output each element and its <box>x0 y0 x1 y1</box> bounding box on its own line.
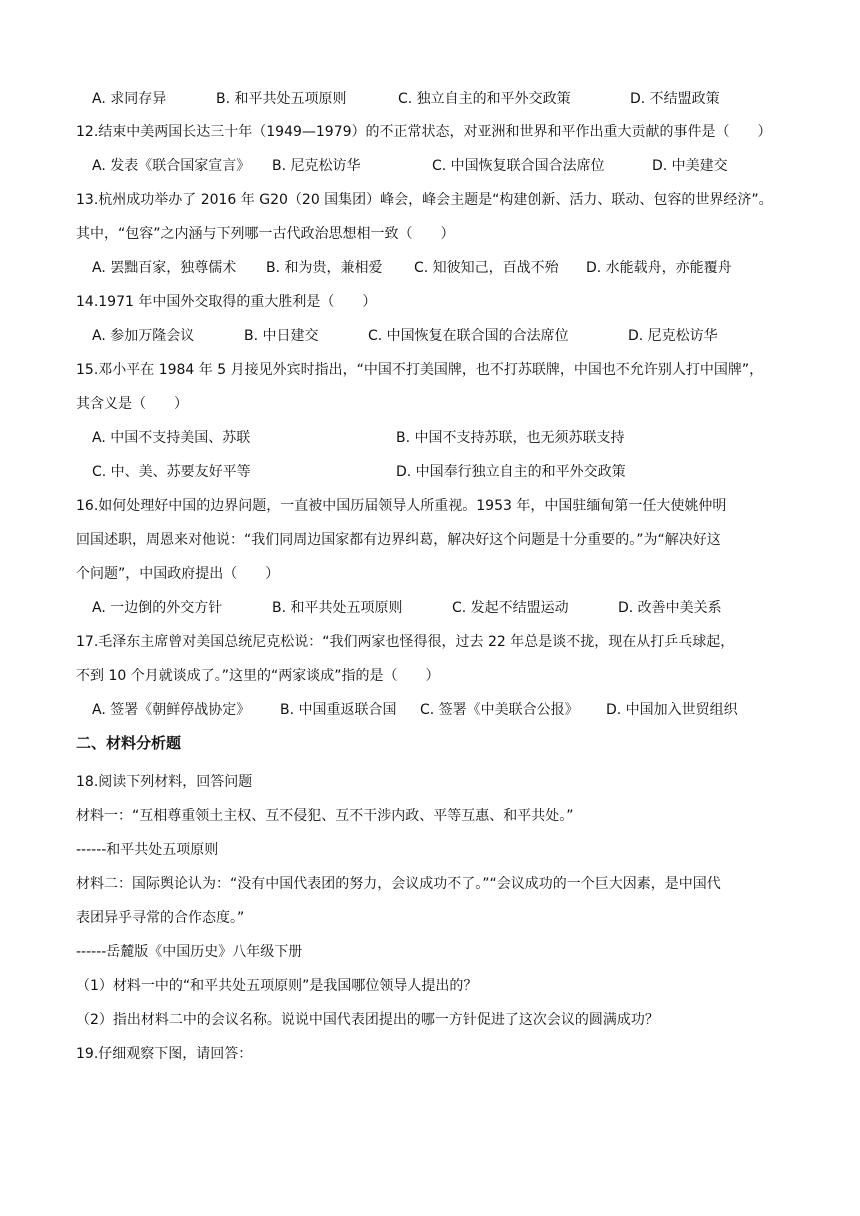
q18-sub-question-1: （1）材料一中的“和平共处五项原则”是我国哪位领导人提出的？ <box>76 978 478 994</box>
q18-material-2-source: ------岳麓版《中国历史》八年级下册 <box>76 944 303 960</box>
q14-option-b[interactable]: B. 中日建交 <box>244 328 319 344</box>
q16-option-c[interactable]: C. 发起不结盟运动 <box>452 600 569 616</box>
q13-stem-line2: 其中，“包容”之内涵与下列哪一古代政治思想相一致（ ） <box>76 226 455 242</box>
q14-option-a[interactable]: A. 参加万隆会议 <box>92 328 195 344</box>
q18-material-2-line1: 材料二：国际舆论认为：“没有中国代表团的努力，会议成功不了。”“会议成功的一个巨大因素，是中国代 <box>76 876 721 892</box>
q15-option-c[interactable]: C. 中、美、苏要友好平等 <box>92 464 251 480</box>
q15-option-a[interactable]: A. 中国不支持美国、苏联 <box>92 430 251 446</box>
q12-option-d[interactable]: D. 中美建交 <box>652 158 728 174</box>
q11-option-a[interactable]: A. 求同存异 <box>92 91 167 107</box>
q18-material-1-source: ------和平共处五项原则 <box>76 842 219 858</box>
q16-option-a[interactable]: A. 一边倒的外交方针 <box>92 600 223 616</box>
q16-stem-line3: 个问题”，中国政府提出（ ） <box>76 566 280 582</box>
q15-option-b[interactable]: B. 中国不支持苏联，也无须苏联支持 <box>396 430 625 446</box>
q13-stem-line1: 13.杭州成功举办了 2016 年 G20（20 国集团）峰会，峰会主题是“构建创新、活力、联动、包容的世界经济”。 <box>76 192 773 208</box>
q12-option-c[interactable]: C. 中国恢复联合国合法席位 <box>432 158 605 174</box>
q11-option-d[interactable]: D. 不结盟政策 <box>630 91 720 107</box>
q15-stem-line1: 15.邓小平在 1984 年 5 月接见外宾时指出，“中国不打美国牌，也不打苏联牌，中国也不允许别人打中国牌”， <box>76 362 764 378</box>
q13-option-a[interactable]: A. 罢黜百家，独尊儒术 <box>92 260 237 276</box>
q18-sub-question-2: （2）指出材料二中的会议名称。说说中国代表团提出的哪一方针促进了这次会议的圆满成功？ <box>76 1012 659 1028</box>
q12-option-b[interactable]: B. 尼克松访华 <box>272 158 361 174</box>
q17-option-d[interactable]: D. 中国加入世贸组织 <box>606 702 738 718</box>
q16-option-d[interactable]: D. 改善中美关系 <box>618 600 722 616</box>
q18-material-2-line2: 表团异乎寻常的合作态度。” <box>76 910 245 926</box>
q12-option-a[interactable]: A. 发表《联合国家宣言》 <box>92 158 251 174</box>
q17-option-b[interactable]: B. 中国重返联合国 <box>280 702 397 718</box>
q13-option-c[interactable]: C. 知彼知己，百战不殆 <box>414 260 559 276</box>
q17-stem-line1: 17.毛泽东主席曾对美国总统尼克松说：“我们两家也怪得很，过去 22 年总是谈不拢，现在从打乒乓球起， <box>76 634 735 650</box>
q16-option-b[interactable]: B. 和平共处五项原则 <box>272 600 403 616</box>
q15-stem-line2: 其含义是（ ） <box>76 396 188 412</box>
q12-stem: 12.结束中美两国长达三十年（1949—1979）的不正常状态，对亚洲和世界和平作出重大贡献的事件是（ ） <box>76 124 772 140</box>
q18-material-1: 材料一：“互相尊重领土主权、互不侵犯、互不干涉内政、平等互惠、和平共处。” <box>76 808 574 824</box>
q19-stem: 19.仔细观察下图，请回答： <box>76 1046 253 1062</box>
q18-stem: 18.阅读下列材料，回答问题 <box>76 774 253 790</box>
section-heading: 二、材料分析题 <box>76 734 182 752</box>
q11-option-c[interactable]: C. 独立自主的和平外交政策 <box>398 91 571 107</box>
q11-option-b[interactable]: B. 和平共处五项原则 <box>216 91 347 107</box>
q14-option-c[interactable]: C. 中国恢复在联合国的合法席位 <box>368 328 569 344</box>
q17-option-c[interactable]: C. 签署《中美联合公报》 <box>420 702 579 718</box>
q14-option-d[interactable]: D. 尼克松访华 <box>628 328 718 344</box>
q14-stem: 14.1971 年中国外交取得的重大胜利是（ ） <box>76 294 377 310</box>
q17-stem-line2: 不到 10 个月就谈成了。”这里的“两家谈成”指的是（ ） <box>76 668 440 684</box>
q17-option-a[interactable]: A. 签署《朝鲜停战协定》 <box>92 702 251 718</box>
q13-option-b[interactable]: B. 和为贵，兼相爱 <box>266 260 383 276</box>
q16-stem-line1: 16.如何处理好中国的边界问题，一直被中国历届领导人所重视。1953 年，中国驻缅甸第一任大使姚仲明 <box>76 498 727 514</box>
q16-stem-line2: 回国述职，周恩来对他说：“我们同周边国家都有边界纠葛，解决好这个问题是十分重要的。”为“解决好这 <box>76 532 721 548</box>
q13-option-d[interactable]: D. 水能载舟，亦能覆舟 <box>586 260 732 276</box>
q15-option-d[interactable]: D. 中国奉行独立自主的和平外交政策 <box>396 464 626 480</box>
